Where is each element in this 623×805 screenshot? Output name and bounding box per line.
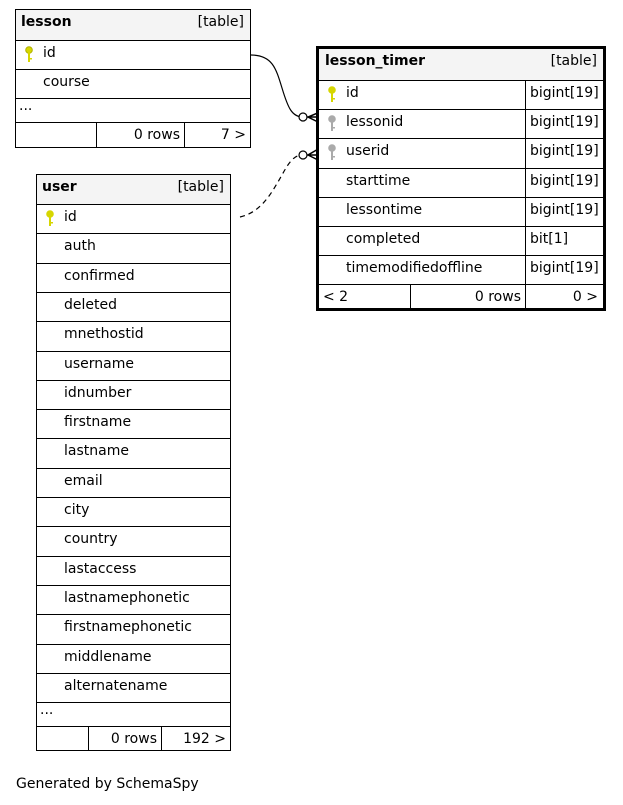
foreign-key-icon [327, 115, 337, 133]
column-name: userid [346, 143, 390, 160]
table-footer [16, 122, 250, 147]
column-name: lastnamephonetic [64, 589, 190, 606]
lesson-to-lessonid-relationship [251, 55, 303, 117]
column-name: lessonid [346, 114, 404, 131]
column-name: auth [64, 238, 96, 255]
more-columns-ellipsis: ... [40, 702, 54, 718]
parents-count: < 2 [323, 289, 349, 305]
lesson-timer-table[interactable] [316, 46, 606, 311]
lesson-table[interactable] [15, 9, 251, 148]
table-kind: [table] [197, 14, 244, 30]
column-row[interactable] [319, 138, 603, 167]
primary-key-icon [24, 46, 34, 64]
column-name: completed [346, 231, 421, 247]
children-cell[interactable] [184, 123, 250, 147]
table-name: user [42, 179, 77, 195]
column-row[interactable] [37, 233, 230, 262]
more-columns-ellipsis: ... [19, 98, 33, 114]
column-type: bigint[19] [525, 198, 603, 226]
column-name: middlename [64, 648, 152, 665]
column-name: lastname [64, 443, 129, 460]
column-row[interactable] [37, 351, 230, 380]
column-row[interactable] [37, 556, 230, 585]
table-footer [37, 726, 230, 750]
column-name: username [64, 355, 134, 372]
table-header[interactable] [319, 49, 603, 80]
column-row[interactable] [37, 497, 230, 526]
userid-zero-marker [299, 151, 307, 159]
table-header[interactable] [37, 175, 230, 204]
column-row[interactable] [37, 526, 230, 555]
column-row[interactable] [319, 226, 603, 255]
children-count: 192 > [183, 731, 226, 747]
lessonid-zero-marker [299, 113, 307, 121]
primary-key-icon [45, 210, 55, 228]
row-count: 0 rows [474, 289, 521, 305]
primary-key-icon [327, 86, 337, 104]
user-to-userid-relationship [240, 155, 303, 217]
ellipsis-row [37, 702, 230, 726]
rows-cell [410, 285, 525, 308]
column-name: id [64, 209, 77, 225]
parents-cell[interactable] [37, 727, 88, 750]
column-type: bit[1] [525, 227, 603, 255]
column-name: firstname [64, 414, 132, 431]
column-row[interactable] [37, 468, 230, 497]
table-kind: [table] [177, 179, 224, 195]
column-row[interactable] [37, 263, 230, 292]
parents-cell[interactable] [16, 123, 96, 147]
foreign-key-icon [327, 144, 337, 162]
column-row[interactable] [319, 168, 603, 197]
column-row[interactable] [16, 40, 250, 69]
children-cell[interactable] [525, 285, 603, 308]
column-name: confirmed [64, 267, 135, 284]
column-row[interactable] [37, 673, 230, 702]
table-header[interactable] [16, 10, 250, 40]
column-row[interactable] [37, 380, 230, 409]
column-name: lastaccess [64, 560, 137, 577]
column-row[interactable] [319, 80, 603, 109]
parents-cell[interactable] [319, 285, 410, 308]
column-name: idnumber [64, 384, 132, 401]
column-row[interactable] [37, 585, 230, 614]
table-footer [319, 284, 603, 308]
column-name: id [43, 45, 56, 61]
column-name: starttime [346, 172, 411, 189]
generated-by-note: Generated by SchemaSpy [16, 776, 199, 792]
children-count: 7 > [220, 127, 246, 143]
row-count: 0 rows [110, 731, 157, 747]
column-name: timemodifiedoffline [346, 260, 483, 277]
column-row[interactable] [16, 69, 250, 98]
table-name: lesson [21, 14, 72, 30]
column-row[interactable] [37, 438, 230, 467]
ellipsis-row [16, 98, 250, 122]
column-name: email [64, 472, 103, 489]
column-row[interactable] [319, 197, 603, 226]
column-row[interactable] [37, 409, 230, 438]
column-row[interactable] [37, 204, 230, 233]
user-table[interactable] [36, 174, 231, 751]
column-row[interactable] [37, 292, 230, 321]
column-type: bigint[19] [525, 139, 603, 167]
column-type: bigint[19] [525, 110, 603, 138]
column-name: alternatename [64, 677, 168, 694]
column-name: id [346, 85, 359, 101]
column-name: mnethostid [64, 326, 144, 343]
column-name: city [64, 502, 90, 518]
column-row[interactable] [37, 614, 230, 643]
column-name: firstnamephonetic [64, 619, 192, 636]
children-count: 0 > [572, 289, 598, 305]
rows-cell [96, 123, 184, 147]
children-cell[interactable] [161, 727, 230, 750]
column-name: country [64, 531, 118, 548]
column-name: course [43, 74, 90, 90]
column-type: bigint[19] [525, 256, 603, 284]
table-name: lesson_timer [325, 53, 426, 69]
rows-cell [88, 727, 161, 750]
column-type: bigint[19] [525, 81, 603, 109]
table-kind: [table] [550, 53, 597, 69]
column-name: lessontime [346, 201, 423, 218]
column-row[interactable] [37, 644, 230, 673]
column-row[interactable] [37, 321, 230, 350]
row-count: 0 rows [133, 127, 180, 143]
column-name: deleted [64, 296, 117, 313]
column-row[interactable] [319, 109, 603, 138]
column-row[interactable] [319, 255, 603, 284]
column-type: bigint[19] [525, 169, 603, 197]
